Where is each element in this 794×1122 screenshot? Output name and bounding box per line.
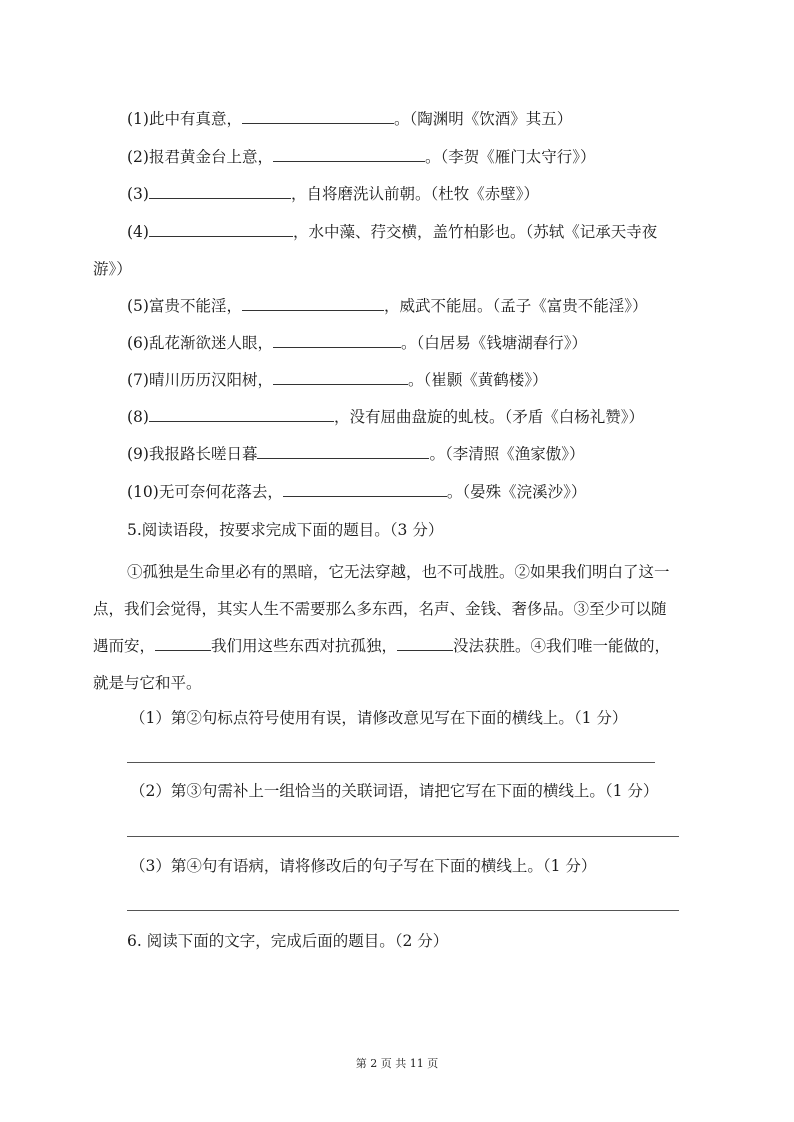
page-footer: 第 2 页 共 11 页: [355, 1057, 439, 1070]
item-number: (7): [127, 371, 149, 389]
passage-line-3: [93, 634, 670, 656]
answer-blank[interactable]: [149, 407, 334, 422]
item-number: (2): [127, 148, 149, 166]
connective-blank-2[interactable]: [397, 636, 453, 651]
passage-line-4: 就是与它和平。: [93, 674, 202, 692]
item-8: [127, 407, 644, 427]
answer-blank[interactable]: [242, 296, 384, 311]
subquestion-1: （1）第②句标点符号使用有误，请修改意见写在下面的横线上。（1 分）: [130, 709, 628, 727]
item-source: ，没有屈曲盘旋的虬枝。（矛盾《白杨礼赞》）: [333, 408, 644, 426]
item-source: ，威武不能屈。（孟子《富贵不能淫》）: [383, 297, 648, 315]
question-6-title: 6. 阅读下面的文字，完成后面的题目。（2 分）: [127, 932, 449, 950]
answer-blank[interactable]: [273, 370, 408, 385]
answer-blank[interactable]: [242, 109, 394, 124]
answer-line-2[interactable]: [127, 836, 679, 837]
passage-text: 没法获胜。④我们唯一能做的，: [453, 637, 671, 655]
item-source: ，水中藻、荇交横，盖竹柏影也。（苏轼《记承天寺夜: [292, 223, 658, 241]
item-1: [127, 109, 572, 129]
item-text: 此中有真意，: [148, 110, 242, 128]
answer-blank[interactable]: [283, 482, 447, 497]
answer-blank[interactable]: [273, 333, 401, 348]
item-5: [127, 296, 648, 316]
passage-line-1: ①孤独是生命里必有的黑暗，它无法穿越，也不可战胜。②如果我们明白了这一: [127, 563, 670, 581]
item-text: 我报路长嗟日暮: [148, 445, 258, 463]
passage-text: 遇而安，: [93, 637, 156, 655]
item-source: ，自将磨洗认前朝。（杜牧《赤壁》）: [290, 185, 539, 203]
item-source: 。（晏殊《浣溪沙》）: [446, 483, 587, 501]
item-10: [127, 482, 586, 502]
item-number: (1): [127, 110, 149, 128]
subquestion-2: （2）第③句需补上一组恰当的关联词语，请把它写在下面的横线上。（1 分）: [130, 782, 659, 800]
item-number: (4): [127, 223, 149, 241]
item-3: [127, 184, 539, 204]
item-source: 游》）: [93, 260, 132, 278]
item-source: 。（陶渊明《饮酒》其五）: [393, 110, 573, 128]
item-4-continuation: [93, 259, 132, 279]
answer-line-3[interactable]: [127, 910, 679, 911]
item-text: 乱花渐欲迷人眼，: [148, 334, 273, 352]
item-text: 晴川历历汉阳树，: [148, 371, 273, 389]
answer-blank[interactable]: [149, 222, 293, 237]
question-5-title: 5.阅读语段，按要求完成下面的题目。（3 分）: [127, 521, 444, 539]
item-7: [127, 370, 548, 390]
answer-blank[interactable]: [273, 147, 425, 162]
item-text: 无可奈何花落去，: [158, 483, 283, 501]
passage-text: 我们用这些东西对抗孤独，: [211, 637, 398, 655]
item-source: 。（李清照《渔家傲》）: [429, 445, 585, 463]
item-source: 。（崔颢《黄鹤楼》）: [407, 371, 548, 389]
subquestion-3: （3）第④句有语病，请将修改后的句子写在下面的横线上。（1 分）: [130, 857, 597, 875]
item-source: 。（白居易《钱塘湖春行》）: [400, 334, 587, 352]
answer-blank[interactable]: [257, 444, 429, 459]
item-9: [127, 444, 585, 464]
item-number: (5): [127, 297, 149, 315]
item-number: (9): [127, 445, 149, 463]
item-number: (3): [127, 185, 149, 203]
item-number: (8): [127, 408, 149, 426]
passage-line-2: 点，我们会觉得，其实人生不需要那么多东西，名声、金钱、奢侈品。③至少可以随: [93, 600, 667, 618]
item-text: 报君黄金台上意，: [148, 148, 273, 166]
connective-blank-1[interactable]: [155, 636, 211, 651]
item-6: [127, 333, 587, 353]
item-2: [127, 147, 596, 167]
item-number: (10): [127, 483, 159, 501]
answer-line-1[interactable]: [127, 762, 655, 763]
item-text: 富贵不能淫，: [148, 297, 242, 315]
item-source: 。（李贺《雁门太守行》）: [424, 148, 596, 166]
item-4: [127, 222, 657, 242]
answer-blank[interactable]: [149, 184, 291, 199]
item-number: (6): [127, 334, 149, 352]
